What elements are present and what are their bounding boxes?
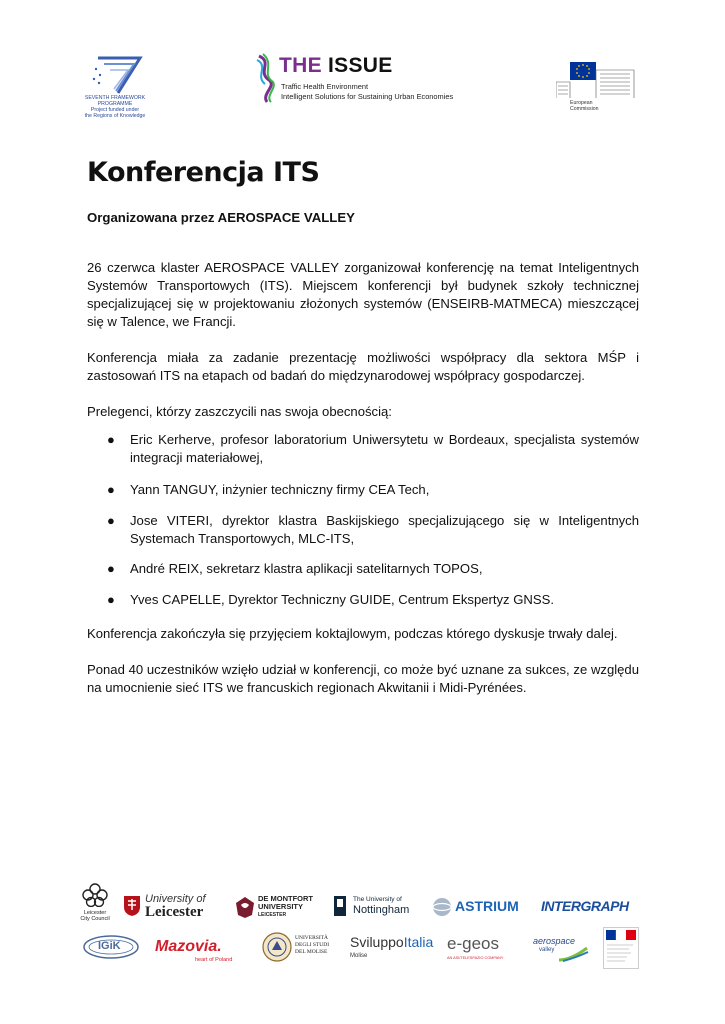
the-issue-logo xyxy=(255,52,454,108)
speaker-text: Yves CAPELLE, Dyrektor Techniczny GUIDE, Centrum Ekspertyz GNSS. xyxy=(130,592,554,607)
valley-word: valley xyxy=(539,947,555,953)
list-item xyxy=(87,591,639,609)
caption-line: City Council xyxy=(80,916,110,922)
paragraph-closing: Konferencja zakończyła się przyjęciem koktajlowym, podczas którego dyskusje trwały dalej. xyxy=(87,626,618,641)
bullet-icon: ● xyxy=(107,513,115,528)
page-subtitle: Organizowana przez AEROSPACE VALLEY xyxy=(87,210,355,225)
marianne-flag-icon xyxy=(603,927,639,969)
egeos-wordmark: e-geos xyxy=(447,934,499,953)
mazovia-wordmark: Mazovia. xyxy=(155,938,222,955)
sviluppo-wordmark xyxy=(350,934,433,950)
caption-line: Leicester xyxy=(83,910,107,916)
nottingham-line1: The University of xyxy=(353,896,402,903)
eu-flag-building-icon xyxy=(556,60,636,100)
molise-line: DEL MOLISE xyxy=(295,949,328,955)
molise-line: UNIVERSITÀ xyxy=(295,935,328,941)
intergraph-wordmark: INTERGRAPH xyxy=(541,898,629,914)
list-item xyxy=(87,512,639,548)
mazovia-tagline: heart of Poland xyxy=(195,957,233,963)
bullet-icon: ● xyxy=(107,482,115,497)
de-montfort-university-logo xyxy=(234,893,314,921)
sviluppo-word: Sviluppo xyxy=(350,934,404,950)
igik-wordmark: IGiK xyxy=(98,940,121,952)
sviluppo-italia-molise-logo xyxy=(350,934,435,962)
fp7-logo xyxy=(80,55,150,121)
university-of-nottingham-logo xyxy=(333,895,423,921)
issue-title-rest: ISSUE xyxy=(321,54,393,77)
uni-leicester-line2: Leicester xyxy=(145,904,204,920)
issue-tagline-2: Intelligent Solutions for Sustaining Urban Economies xyxy=(281,92,454,101)
speaker-text: Jose VITERI, dyrektor klastra Baskijskiego specjalizującego się w Inteligentnych Systemach Transportowych, MLC-ITS, xyxy=(130,513,639,546)
aerospace-swoosh-icon xyxy=(559,946,589,962)
fp7-seven-icon xyxy=(88,55,144,95)
e-geos-logo xyxy=(447,934,527,962)
universita-del-molise-logo xyxy=(262,932,342,964)
issue-title xyxy=(279,54,393,78)
mazovia-logo xyxy=(155,938,240,966)
list-item xyxy=(87,431,639,467)
fp7-caption-line: PROGRAMME xyxy=(97,101,133,107)
paragraph-summary: Ponad 40 uczestników wzięło udział w konferencji, co może być uznane za sukces, ze względu na umocnienie sieć ITS we francuskich regionach Akwitanii i Midi-Pyrénées. xyxy=(87,662,639,695)
speaker-text: André REIX, sekretarz klastra aplikacji satelitarnych TOPOS, xyxy=(130,561,483,576)
leicester-city-council-logo xyxy=(78,883,112,922)
dmu-line: UNIVERSITY xyxy=(258,902,304,911)
fp7-caption-line: SEVENTH FRAMEWORK xyxy=(84,95,146,101)
molise-seal-icon xyxy=(262,932,292,962)
issue-swirl-icon xyxy=(255,52,277,104)
bullet-icon: ● xyxy=(107,592,115,607)
egeos-tagline: AN ASI/TELESPAZIO COMPANY xyxy=(447,956,504,960)
european-commission-logo xyxy=(556,60,636,124)
university-of-leicester-logo xyxy=(123,893,215,921)
uni-leicester-line1: University of xyxy=(145,893,206,905)
nottingham-line2: Nottingham xyxy=(353,904,410,916)
speaker-text: Yann TANGUY, inżynier techniczny firmy CEA Tech, xyxy=(130,482,430,497)
page-title: Konferencja ITS xyxy=(87,157,320,188)
molise-line: DEGLI STUDI xyxy=(295,942,330,948)
sviluppo-region: Molise xyxy=(350,953,368,959)
dmu-emblem-icon xyxy=(234,895,256,919)
ec-caption-line: European xyxy=(570,100,593,106)
bullet-icon: ● xyxy=(107,561,115,576)
dmu-text xyxy=(258,895,313,919)
fp7-caption-line: Project funded under xyxy=(90,107,140,113)
ec-caption-line: Commission xyxy=(570,106,599,112)
issue-title-the: THE xyxy=(279,54,322,77)
paragraph-purpose: Konferencja miała za zadanie prezentację możliwości współpracy dla sektora MŚP i zastosowań ITS na etapach od badań do międzynarodowej współpracy gospodarczej. xyxy=(87,350,639,383)
intergraph-logo xyxy=(541,898,641,916)
dmu-line: LEICESTER xyxy=(258,912,287,918)
igik-logo xyxy=(82,934,140,960)
astrium-wordmark: ASTRIUM xyxy=(455,898,519,914)
fp7-caption xyxy=(80,95,150,119)
italia-word: Italia xyxy=(403,934,434,950)
aerospace-word: aerospace xyxy=(533,936,576,946)
paragraph-intro: 26 czerwca klaster AEROSPACE VALLEY zorganizował konferencję na temat Inteligentnych Systemów Transportowych (ITS). Miejscem konferencji był budynek szkoły technicznej specjalizującej się w projektowaniu złożonych systemów (ENSEIRB-MATMECA) mieszczącej się w Talence, we Francji. xyxy=(87,260,639,329)
astrium-logo xyxy=(432,896,532,918)
leicester-flower-icon xyxy=(82,883,108,907)
dmu-line: DE MONTFORT xyxy=(258,894,313,903)
ec-caption xyxy=(570,100,599,112)
list-item xyxy=(87,481,639,499)
nottingham-crest-icon xyxy=(333,895,347,917)
bullet-icon: ● xyxy=(107,432,115,447)
astrium-globe-icon xyxy=(432,897,452,917)
leicester-city-caption xyxy=(78,910,112,922)
list-item xyxy=(87,560,639,578)
leicester-shield-icon xyxy=(123,895,141,917)
speaker-text: Eric Kerherve, profesor laboratorium Uniwersytetu w Bordeaux, specjalista systemów integracji materiałowej, xyxy=(130,432,639,465)
aerospace-valley-logo xyxy=(533,932,589,962)
fp7-caption-line: the Regions of Knowledge xyxy=(84,113,146,119)
french-republic-logo xyxy=(603,927,639,969)
molise-text xyxy=(295,935,329,956)
issue-tagline-1: Traffic Health Environment xyxy=(281,82,369,91)
paragraph-speakers-intro: Prelegenci, którzy zaszczycili nas swoja obecnością: xyxy=(87,404,392,419)
